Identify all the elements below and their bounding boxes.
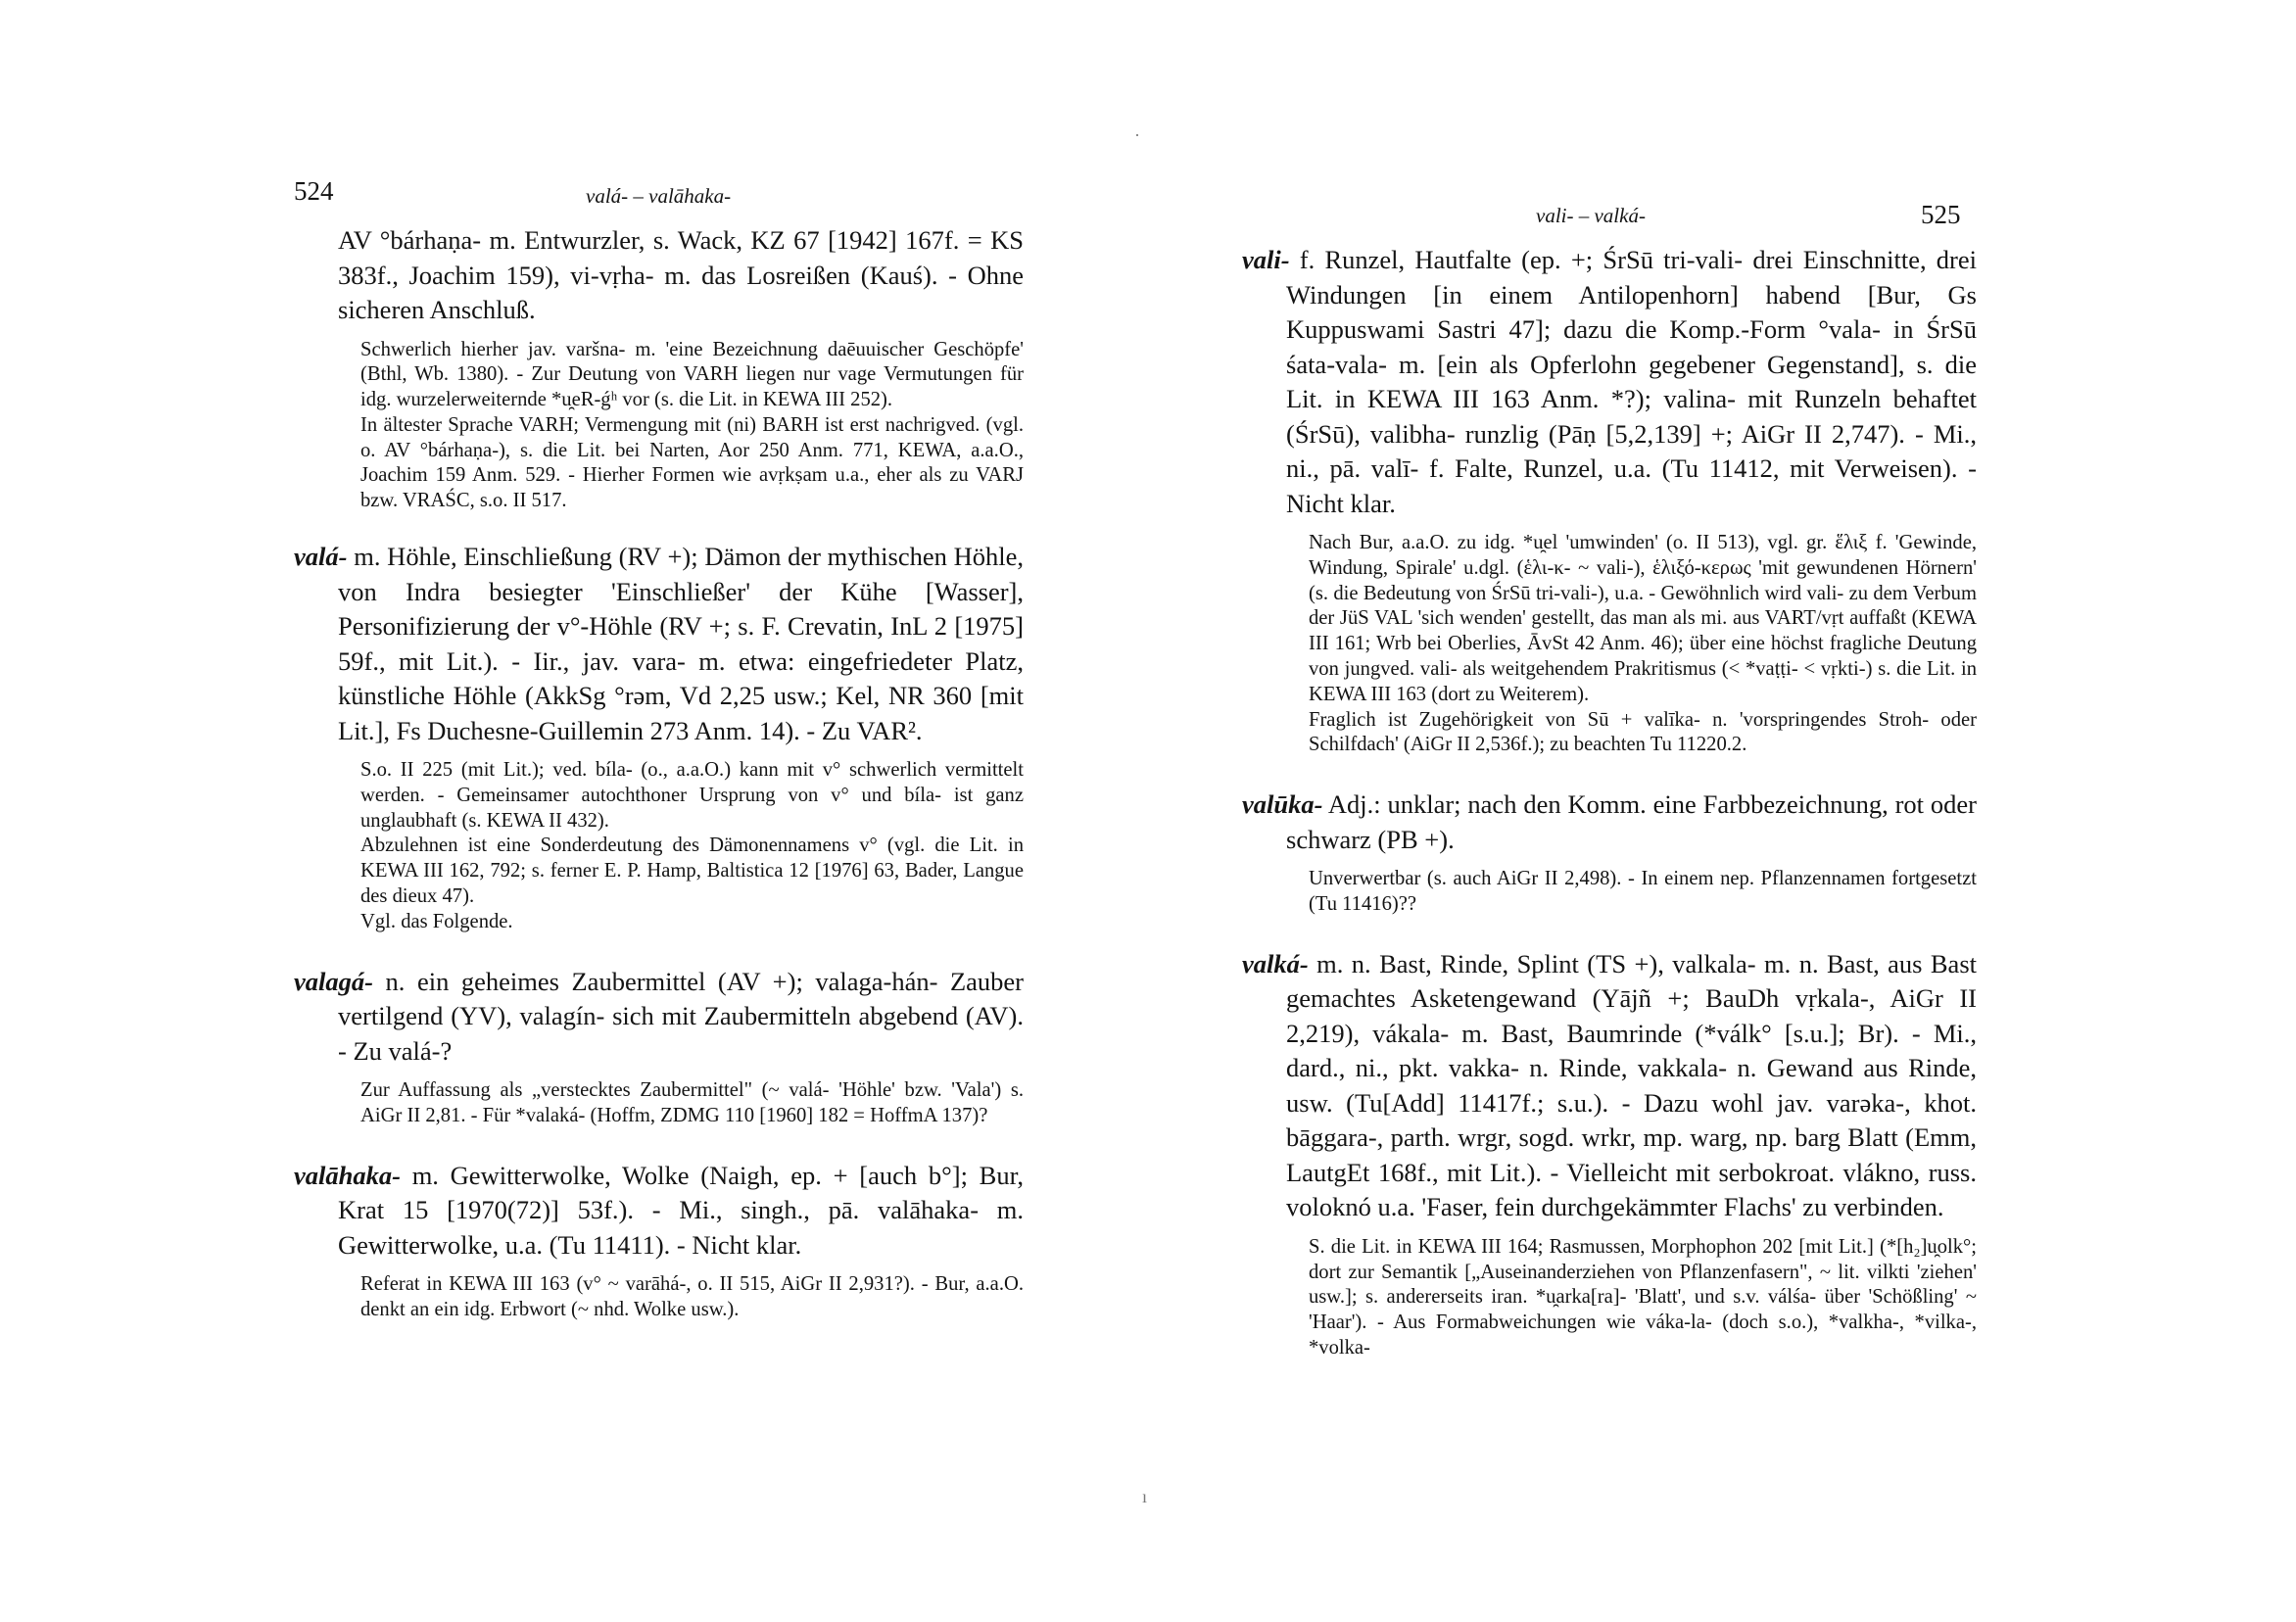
note-paragraph: Unverwertbar (s. auch AiGr II 2,498). - In einem nep. Pflanzennamen fortgesetzt (Tu 11416)?? [1309,868,1977,915]
entry-notes [1242,1235,1977,1361]
entry-main-text [294,965,1024,1070]
entry-notes [294,758,1024,935]
left-running-head: valá- – valāhaka- [586,184,732,208]
scan-speck: · [1134,125,1140,145]
lemma: valāhaka- [294,1160,401,1190]
entry-notes [294,1078,1024,1129]
scan-speck: ı [1142,1487,1148,1506]
continuation-notes [294,338,1024,515]
entry-main-text [294,1159,1024,1264]
definition: Adj.: unklar; nach den Komm. eine Farbbezeichnung, rot oder schwarz (PB +). [1286,789,1977,854]
lemma: vali- [1242,245,1290,274]
entry-main-text [1242,243,1977,521]
right-page-number: 525 [1921,200,1961,229]
note-paragraph: Abzulehnen ist eine Sonderdeutung des Dämonennamens v° (vgl. die Lit. in KEWA III 162, 792; s. ferner E. P. Hamp, Baltistica 12 [1976] 63, Bader, Langue des dieux 47). [360,835,1024,908]
right-page-body [1242,243,1977,1391]
note-paragraph: Vgl. das Folgende. [360,910,513,932]
entry-main-text [1242,947,1977,1225]
continuation-text: AV °bárhaṇa- m. Entwurzler, s. Wack, KZ 67 [1942] 167f. = KS 383f., Joachim 159), vi-vṛha- m. das Losreißen (Kauś). - Ohne sicheren Anschluß. [338,225,1024,324]
definition: m. Gewitterwolke, Wolke (Naigh, ep. + [auch b°]; Bur, Krat 15 [1970(72)] 53f.). - Mi., singh., pā. valāhaka- m. Gewitterwolke, u.a. (Tu 11411). - Nicht klar. [338,1160,1024,1260]
entry-notes [1242,531,1977,758]
left-page-number: 524 [294,176,334,206]
entry-valahaka [294,1159,1024,1323]
note-paragraph: Zur Auffassung als „verstecktes Zaubermittel" (~ valá- 'Höhle' bzw. 'Vala') s. AiGr II 2,81. - Für *valaká- (Hoffm, ZDMG 110 [1960] 182 = HoffmA 137)? [360,1079,1024,1126]
lemma: valká- [1242,948,1309,978]
right-running-head: vali- – valká- [1536,204,1646,227]
lemma: valagá- [294,966,373,996]
entry-valaga [294,965,1024,1129]
definition: n. ein geheimes Zaubermittel (AV +); valaga-hán- Zauber vertilgend (YV), valagín- sich mit Zaubermitteln abgebend (AV). - Zu valá-? [338,966,1025,1066]
entry-valuka [1242,787,1977,918]
note-paragraph: Nach Bur, a.a.O. zu idg. *u̯el 'umwinden' (o. II 513), vgl. gr. ἕλιξ f. 'Gewinde, Windung, Spirale' u.dgl. (ἑλι-κ- ~ vali-), ἑλιξό-κερως 'mit gewundenen Hörnern' (s. die Bedeutung von ŚrSū tri-vali-), u.a. - Gewöhnlich wird vali- zu dem Verbum der JüS VAL 'sich wenden' gestellt, das man als mi. aus VART/vṛt auffaßt (KEWA III 161; Wrb bei Oberlies, ĀvSt 42 Anm. 46); über eine höchst fragliche Deutung von jungved. vali- als weitgehendem Prakritismus (< *vaṭṭi- < vṛkti-) s. die Lit. in KEWA III 163 (dort zu Weiterem). [1309,532,1977,705]
note-paragraph: In ältester Sprache VARH; Vermengung mit (ni) BARH ist erst nachrigved. (vgl. o. AV °bárhaṇa-), s. die Lit. bei Narten, Aor 250 Anm. 771, KEWA, a.a.O., Joachim 159 Anm. 529. - Hierher Formen wie avṛkṣam u.a., eher als zu VARJ bzw. VRAŚC, s.o. II 517. [360,413,1024,512]
definition: m. n. Bast, Rinde, Splint (TS +), valkala- m. n. Bast, aus Bast gemachtes Asketengewand (Yājñ +; BauDh vṛkala-, AiGr II 2,219), vákala- m. Bast, Baumrinde (*válk° [s.u.]; Br). - Mi., dard., ni., pkt. vakka- n. Rinde, vakkala- n. Gewand aus Rinde, usw. (Tu[Add] 11417f.; s.u.). - Dazu wohl jav. varəka-, khot. bāggara-, parth. wrgr, sogd. wrkr, mp. warg, np. barg Blatt (Emm, LautgEt 168f., mit Lit.). - Vielleicht mit serbokroat. vlákno, russ. voloknó u.a. 'Faser, fein durchgekämmter Flachs' zu verbinden. [1286,948,1977,1222]
note-paragraph: Fraglich ist Zugehörigkeit von Sū + valīka- n. 'vorspringendes Stroh- oder Schilfdach' (AiGr II 2,536f.); zu beachten Tu 11220.2. [1309,708,1977,756]
definition: f. Runzel, Hautfalte (ep. +; ŚrSū tri-vali- drei Einschnitte, drei Windungen [in einem Antilopenhorn] habend [Bur, Gs Kuppuswami Sastri 47]; dazu die Komp.-Form °vala- in ŚrSū śata-vala- m. [ein als Opferlohn gegebener Gegenstand], s. die Lit. in KEWA III 163 Anm. *?); valina- mit Runzeln behaftet (ŚrSū), valibha- runzlig (Pāṇ [5,2,139] +; AiGr II 2,747). - Mi., ni., pā. valī- f. Falte, Runzel, u.a. (Tu 11412, mit Verweisen). - Nicht klar. [1286,245,1978,518]
entry-vali [1242,243,1977,758]
entry-valka [1242,947,1977,1361]
note-paragraph: S. die Lit. in KEWA III 164; Rasmussen, Morphophon 202 [mit Lit.] (*[h₂]u̯olk°; dort zur Semantik [„Auseinanderziehen von Pflanzenfasern", ~ lit. vilkti 'ziehen' usw.]; s. andererseits iran. *u̯arka[ra]- 'Blatt', und s.v. válśa- über 'Schößling' ~ 'Haar'). - Aus Formabweichungen wie váka-la- (doch s.o.), *valkha-, *vilka-, *volka- [1309,1235,1977,1359]
note-paragraph: Schwerlich hierher jav. varšna- m. 'eine Bezeichnung daēuuischer Geschöpfe' (Bthl, Wb. 1380). - Zur Deutung von VARH liegen nur vage Vermutungen für idg. wurzelerweiternde *u̯eR-ǵʰ vor (s. die Lit. in KEWA III 252). [360,338,1024,411]
lemma: valūka- [1242,789,1323,820]
note-paragraph: S.o. II 225 (mit Lit.); ved. bíla- (o., a.a.O.) kann mit v° schwerlich vermittelt werden. - Gemeinsamer autochthoner Ursprung von v° und bíla- ist ganz unglaubhaft (s. KEWA II 432). [360,759,1024,832]
continuation-entry [294,223,1024,514]
note-paragraph: Referat in KEWA III 163 (v° ~ varāhá-, o. II 515, AiGr II 2,931?). - Bur, a.a.O. denkt an ein idg. Erbwort (~ nhd. Wolke usw.). [360,1273,1024,1321]
entry-notes [1242,867,1977,918]
entry-main-text [294,540,1024,748]
lemma: valá- [294,542,348,572]
left-page-body [294,223,1024,1353]
definition: m. Höhle, Einschließung (RV +); Dämon der mythischen Höhle, von Indra besiegter 'Einschließer' der Kühe [Wasser], Personifizierung der v°-Höhle (RV +; s. F. Crevatin, InL 2 [1975] 59f., mit Lit.). - Iir., jav. vara- m. etwa: eingefriedeter Platz, künstliche Höhle (AkkSg °rəm, Vd 2,25 usw.; Kel, NR 360 [mit Lit.], Fs Duchesne-Guillemin 273 Anm. 14). - Zu VAR². [338,542,1024,745]
entry-vala [294,540,1024,935]
entry-main-text [1242,787,1977,857]
entry-notes [294,1272,1024,1323]
